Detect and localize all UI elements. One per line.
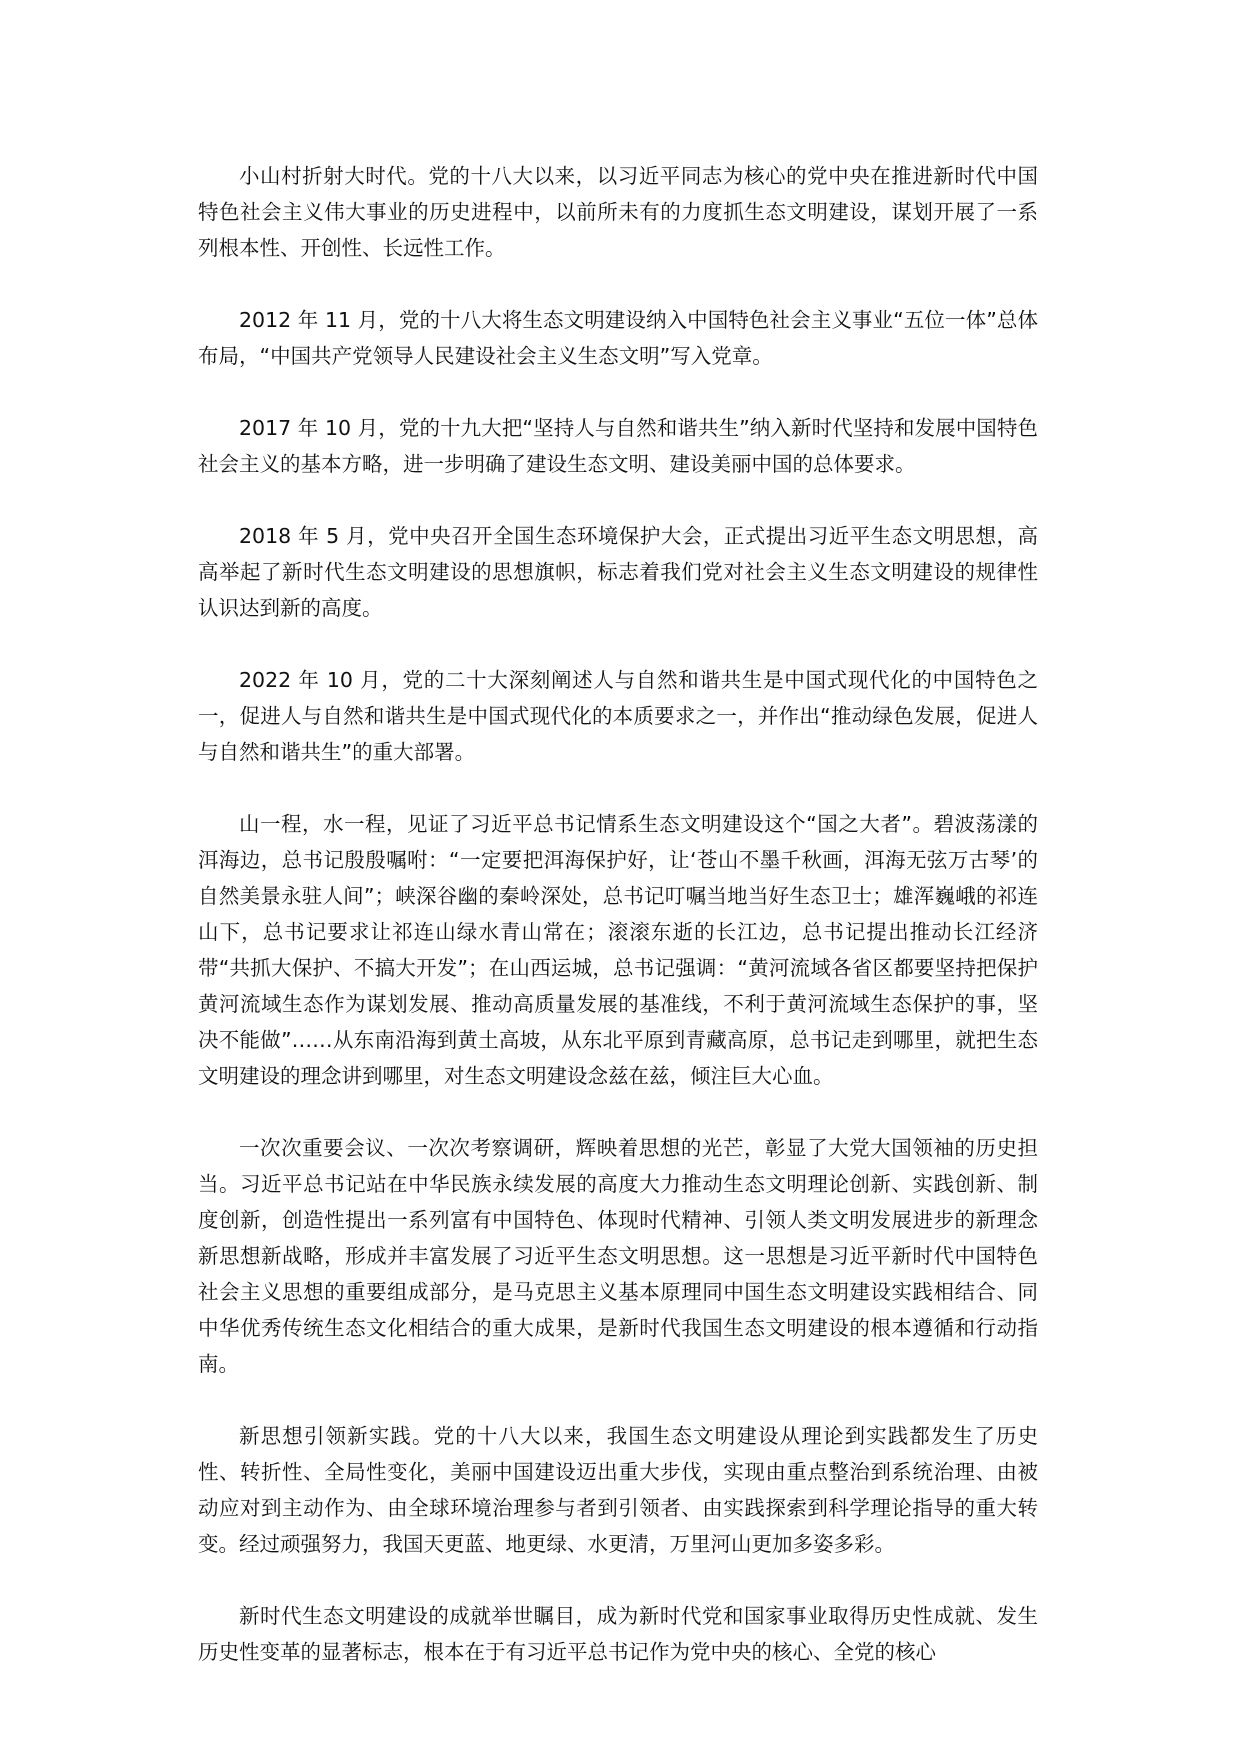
paragraph-2018: 2018 年 5 月，党中央召开全国生态环境保护大会，正式提出习近平生态文明思想，高高举起了新时代生态文明建设的思想旗帜，标志着我们党对社会主义生态文明建设的规律性认识达到新的高度。 xyxy=(198,524,1038,620)
document-page xyxy=(198,158,1038,1706)
paragraph-achievements: 新时代生态文明建设的成就举世瞩目，成为新时代党和国家事业取得历史性成就、发生历史性变革的显著标志，根本在于有习近平总书记作为党中央的核心、全党的核心 xyxy=(198,1604,1038,1664)
paragraph-intro: 小山村折射大时代。党的十八大以来，以习近平同志为核心的党中央在推进新时代中国特色社会主义伟大事业的历史进程中，以前所未有的力度抓生态文明建设，谋划开展了一系列根本性、开创性、长远性工作。 xyxy=(198,164,1038,260)
paragraph-inspections: 山一程，水一程，见证了习近平总书记情系生态文明建设这个“国之大者”。碧波荡漾的洱海边，总书记殷殷嘱咐：“一定要把洱海保护好，让‘苍山不墨千秋画，洱海无弦万古琴’的自然美景永驻人间”；峡深谷幽的秦岭深处，总书记叮嘱当地当好生态卫士；雄浑巍峨的祁连山下，总书记要求让祁连山绿水青山常在；滚滚东逝的长江边，总书记提出推动长江经济带“共抓大保护、不搞大开发”；在山西运城，总书记强调：“黄河流域各省区都要坚持把保护黄河流域生态作为谋划发展、推动高质量发展的基准线，不利于黄河流域生态保护的事，坚决不能做”……从东南沿海到黄土高坡，从东北平原到青藏高原，总书记走到哪里，就把生态文明建设的理念讲到哪里，对生态文明建设念兹在兹，倾注巨大心血。 xyxy=(198,812,1038,1088)
paragraph-thought: 一次次重要会议、一次次考察调研，辉映着思想的光芒，彰显了大党大国领袖的历史担当。习近平总书记站在中华民族永续发展的高度大力推动生态文明理论创新、实践创新、制度创新，创造性提出一系列富有中国特色、体现时代精神、引领人类文明发展进步的新理念新思想新战略，形成并丰富发展了习近平生态文明思想。这一思想是习近平新时代中国特色社会主义思想的重要组成部分，是马克思主义基本原理同中国生态文明建设实践相结合、同中华优秀传统生态文化相结合的重大成果，是新时代我国生态文明建设的根本遵循和行动指南。 xyxy=(198,1136,1038,1376)
paragraph-practice: 新思想引领新实践。党的十八大以来，我国生态文明建设从理论到实践都发生了历史性、转折性、全局性变化，美丽中国建设迈出重大步伐，实现由重点整治到系统治理、由被动应对到主动作为、由全球环境治理参与者到引领者、由实践探索到科学理论指导的重大转变。经过顽强努力，我国天更蓝、地更绿、水更清，万里河山更加多姿多彩。 xyxy=(198,1424,1038,1556)
paragraph-2017: 2017 年 10 月，党的十九大把“坚持人与自然和谐共生”纳入新时代坚持和发展中国特色社会主义的基本方略，进一步明确了建设生态文明、建设美丽中国的总体要求。 xyxy=(198,416,1038,476)
paragraph-2012: 2012 年 11 月，党的十八大将生态文明建设纳入中国特色社会主义事业“五位一体”总体布局，“中国共产党领导人民建设社会主义生态文明”写入党章。 xyxy=(198,308,1038,368)
paragraph-2022: 2022 年 10 月，党的二十大深刻阐述人与自然和谐共生是中国式现代化的中国特色之一，促进人与自然和谐共生是中国式现代化的本质要求之一，并作出“推动绿色发展，促进人与自然和谐共生”的重大部署。 xyxy=(198,668,1038,764)
